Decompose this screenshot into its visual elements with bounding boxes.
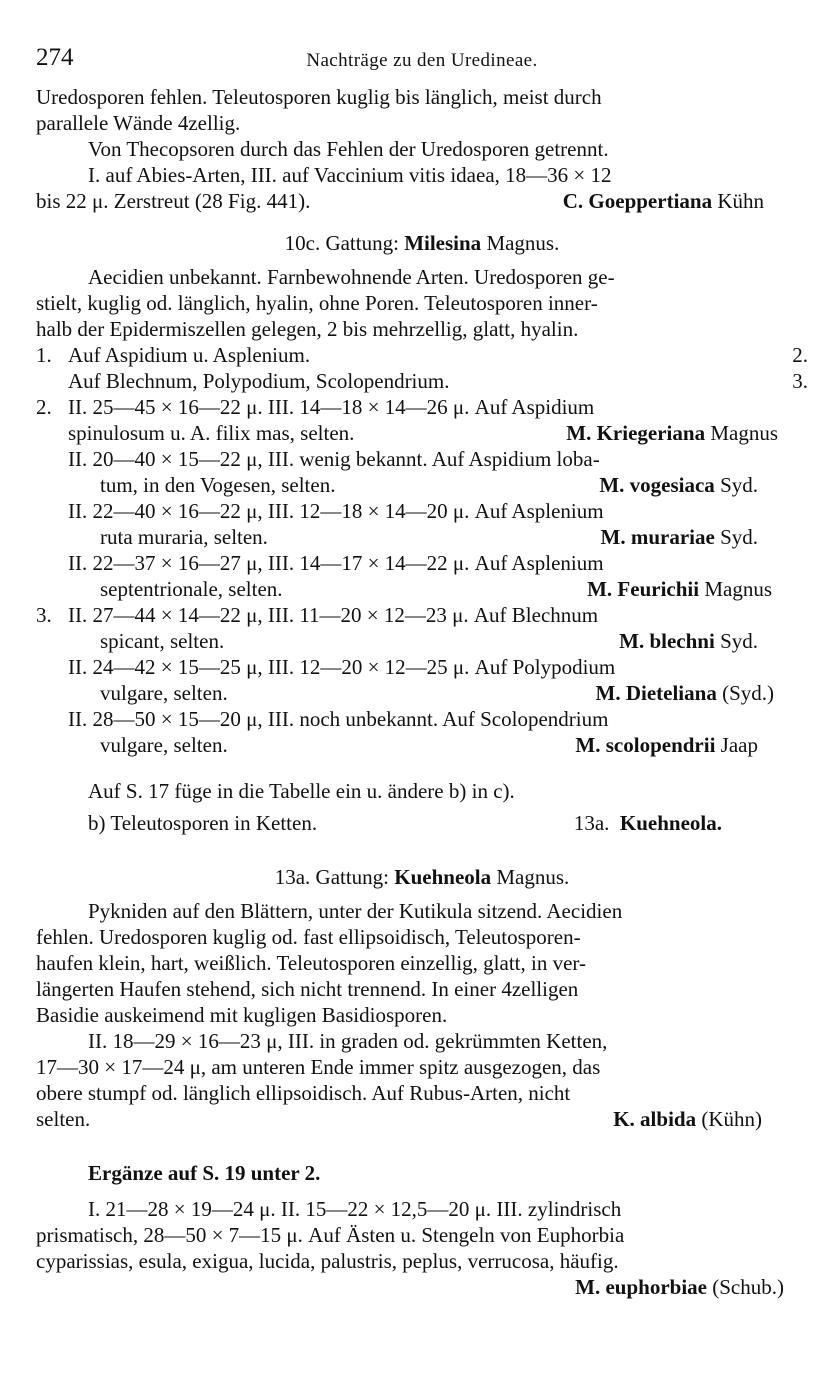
entry-line: II. 28—50 × 15—20 μ, III. noch unbekannt. Auf Scolopendrium — [68, 707, 609, 731]
text-line: selten. — [36, 1107, 91, 1131]
species-entry — [36, 602, 808, 628]
genus-name: Milesina — [404, 231, 482, 255]
species-name: M. Dieteliana — [595, 681, 717, 705]
species-line — [36, 680, 808, 706]
entry-line: II. 24—42 × 15—25 μ, III. 12—20 × 12—25 μ. Auf Polypodium — [68, 655, 616, 679]
running-title: Nachträge zu den Uredineae. — [306, 50, 538, 71]
key-row — [36, 368, 808, 394]
species-name: M. euphorbiae — [575, 1275, 707, 1299]
species-author: Syd. — [720, 473, 758, 497]
text-line: parallele Wände 4zellig. — [36, 111, 241, 135]
species-entry — [36, 550, 808, 576]
text-line: fehlen. Uredosporen kuglig od. fast ellipsoidisch, Teleutosporen- — [36, 925, 581, 949]
supplement-heading: Ergänze auf S. 19 unter 2. — [88, 1161, 321, 1185]
entry-line: septentrionale, selten. — [100, 577, 283, 601]
key-number: 1. — [36, 343, 52, 367]
key-text: Auf Blechnum, Polypodium, Scolopendrium. — [68, 369, 450, 393]
species-name: M. Kriegeriana — [566, 421, 706, 445]
species-line — [36, 188, 808, 214]
text-line: stielt, kuglig od. länglich, hyalin, ohne Poren. Teleutosporen inner- — [36, 291, 598, 315]
text-line: I. auf Abies-Arten, III. auf Vaccinium vitis idaea, 18—36 × 12 — [88, 163, 612, 187]
entry-line: vulgare, selten. — [100, 681, 228, 705]
species-author: Syd. — [720, 525, 758, 549]
page-number: 274 — [36, 44, 74, 71]
species-author: (Kühn) — [701, 1107, 762, 1131]
species-entry — [36, 654, 808, 680]
entry-line: II. 20—40 × 15—22 μ, III. wenig bekannt. Auf Aspidium loba- — [68, 447, 600, 471]
key-number: 2. — [36, 395, 52, 419]
text-line: I. 21—28 × 19—24 μ. II. 15—22 × 12,5—20 μ. III. zylindrisch — [88, 1197, 622, 1221]
genus-name: Kuehneola — [394, 865, 492, 889]
text-line: Basidie auskeimend mit kugligen Basidiosporen. — [36, 1003, 448, 1027]
species-author: (Schub.) — [712, 1275, 784, 1299]
text-line: haufen klein, hart, weißlich. Teleutosporen einzellig, glatt, in ver- — [36, 951, 586, 975]
species-citation — [575, 732, 808, 758]
text-line: II. 18—29 × 16—23 μ, III. in graden od. gekrümmten Ketten, — [88, 1029, 608, 1053]
species-author: Kühn — [717, 189, 764, 213]
species-citation — [613, 1106, 808, 1132]
text-line: prismatisch, 28—50 × 7—15 μ. Auf Ästen u. Stengeln von Euphorbia — [36, 1223, 625, 1247]
genus-name: Kuehneola. — [619, 811, 722, 835]
text-line: Aecidien unbekannt. Farnbewohnende Arten. Uredosporen ge- — [88, 265, 615, 289]
species-citation — [599, 472, 808, 498]
kuehneola-description — [36, 898, 808, 1132]
section-title-kuehneola — [36, 864, 808, 890]
species-entry — [36, 394, 808, 420]
key-reference: 3. — [792, 369, 808, 393]
species-citation — [596, 680, 808, 706]
text-line: längerten Haufen stehend, sich nicht trennend. In einer 4zelligen — [36, 977, 579, 1001]
species-line — [36, 732, 808, 758]
species-name: M. vogesiaca — [599, 473, 715, 497]
species-citation — [601, 524, 808, 550]
entry-line: tum, in den Vogesen, selten. — [100, 473, 336, 497]
species-line — [36, 420, 808, 446]
section-number: 13a. Gattung: — [274, 865, 390, 889]
text-line: bis 22 μ. Zerstreut (28 Fig. 441). — [36, 189, 311, 213]
milesina-key — [36, 342, 808, 758]
species-line — [36, 628, 808, 654]
text-line: Auf S. 17 füge in die Tabelle ein u. ändere b) in c). — [88, 779, 515, 803]
species-name: K. albida — [613, 1107, 697, 1131]
page — [36, 44, 808, 1300]
entry-line: ruta muraria, selten. — [100, 525, 268, 549]
text-line: cyparissias, esula, exigua, lucida, palustris, peplus, verrucosa, häufig. — [36, 1249, 619, 1273]
milesina-description — [36, 264, 808, 342]
key-text: Auf Aspidium u. Asplenium. — [68, 343, 311, 367]
text-line: Pykniden auf den Blättern, unter der Kutikula sitzend. Aecidien — [88, 899, 623, 923]
text-line: Von Thecopsoren durch das Fehlen der Uredosporen getrennt. — [88, 137, 609, 161]
key-number: 13a. — [573, 811, 610, 835]
text-line: 17—30 × 17—24 μ, am unteren Ende immer spitz ausgezogen, das — [36, 1055, 601, 1079]
species-name: M. Feurichii — [587, 577, 700, 601]
table-note — [36, 778, 808, 836]
species-citation — [36, 1274, 808, 1300]
species-author: Syd. — [720, 629, 758, 653]
species-citation — [619, 628, 808, 654]
entry-line: II. 27—44 × 14—22 μ, III. 11—20 × 12—23 μ. Auf Blechnum — [68, 603, 599, 627]
page-header — [36, 44, 808, 84]
entry-line: spicant, selten. — [100, 629, 225, 653]
species-name: C. Goeppertiana — [562, 189, 713, 213]
text-line: b) Teleutosporen in Ketten. — [88, 811, 318, 835]
entry-line: vulgare, selten. — [100, 733, 228, 757]
species-author: Magnus — [710, 421, 778, 445]
species-line — [36, 524, 808, 550]
text-line: obere stumpf od. länglich ellipsoidisch. Auf Rubus-Arten, nicht — [36, 1081, 571, 1105]
species-author: Jaap — [720, 733, 758, 757]
key-line — [36, 810, 808, 836]
intro-section — [36, 84, 808, 214]
species-entry — [36, 706, 808, 732]
species-line — [36, 1106, 808, 1132]
species-citation — [566, 420, 808, 446]
supplement-section — [36, 1160, 808, 1300]
entry-line: II. 25—45 × 16—22 μ. III. 14—18 × 14—26 μ. Auf Aspidium — [68, 395, 595, 419]
species-name: M. scolopendrii — [575, 733, 716, 757]
species-entry — [36, 446, 808, 472]
section-number: 10c. Gattung: — [284, 231, 399, 255]
species-line — [36, 472, 808, 498]
genus-author: Magnus. — [486, 231, 560, 255]
species-citation — [587, 576, 808, 602]
species-author: (Syd.) — [722, 681, 774, 705]
key-number: 3. — [36, 603, 52, 627]
species-citation — [563, 188, 808, 214]
genus-author: Magnus. — [496, 865, 570, 889]
key-row — [36, 342, 808, 368]
key-reference: 2. — [792, 343, 808, 367]
entry-line: II. 22—37 × 16—27 μ, III. 14—17 × 14—22 μ. Auf Asplenium — [68, 551, 604, 575]
key-target — [574, 810, 808, 836]
text-line: halb der Epidermiszellen gelegen, 2 bis mehrzellig, glatt, hyalin. — [36, 317, 579, 341]
species-author: Magnus — [704, 577, 772, 601]
section-title-milesina — [36, 230, 808, 256]
species-entry — [36, 498, 808, 524]
species-name: M. murariae — [600, 525, 715, 549]
species-line — [36, 576, 808, 602]
entry-line: II. 22—40 × 16—22 μ, III. 12—18 × 14—20 μ. Auf Asplenium — [68, 499, 604, 523]
text-line: Uredosporen fehlen. Teleutosporen kuglig bis länglich, meist durch — [36, 85, 602, 109]
entry-line: spinulosum u. A. filix mas, selten. — [68, 421, 355, 445]
species-name: M. blechni — [619, 629, 715, 653]
